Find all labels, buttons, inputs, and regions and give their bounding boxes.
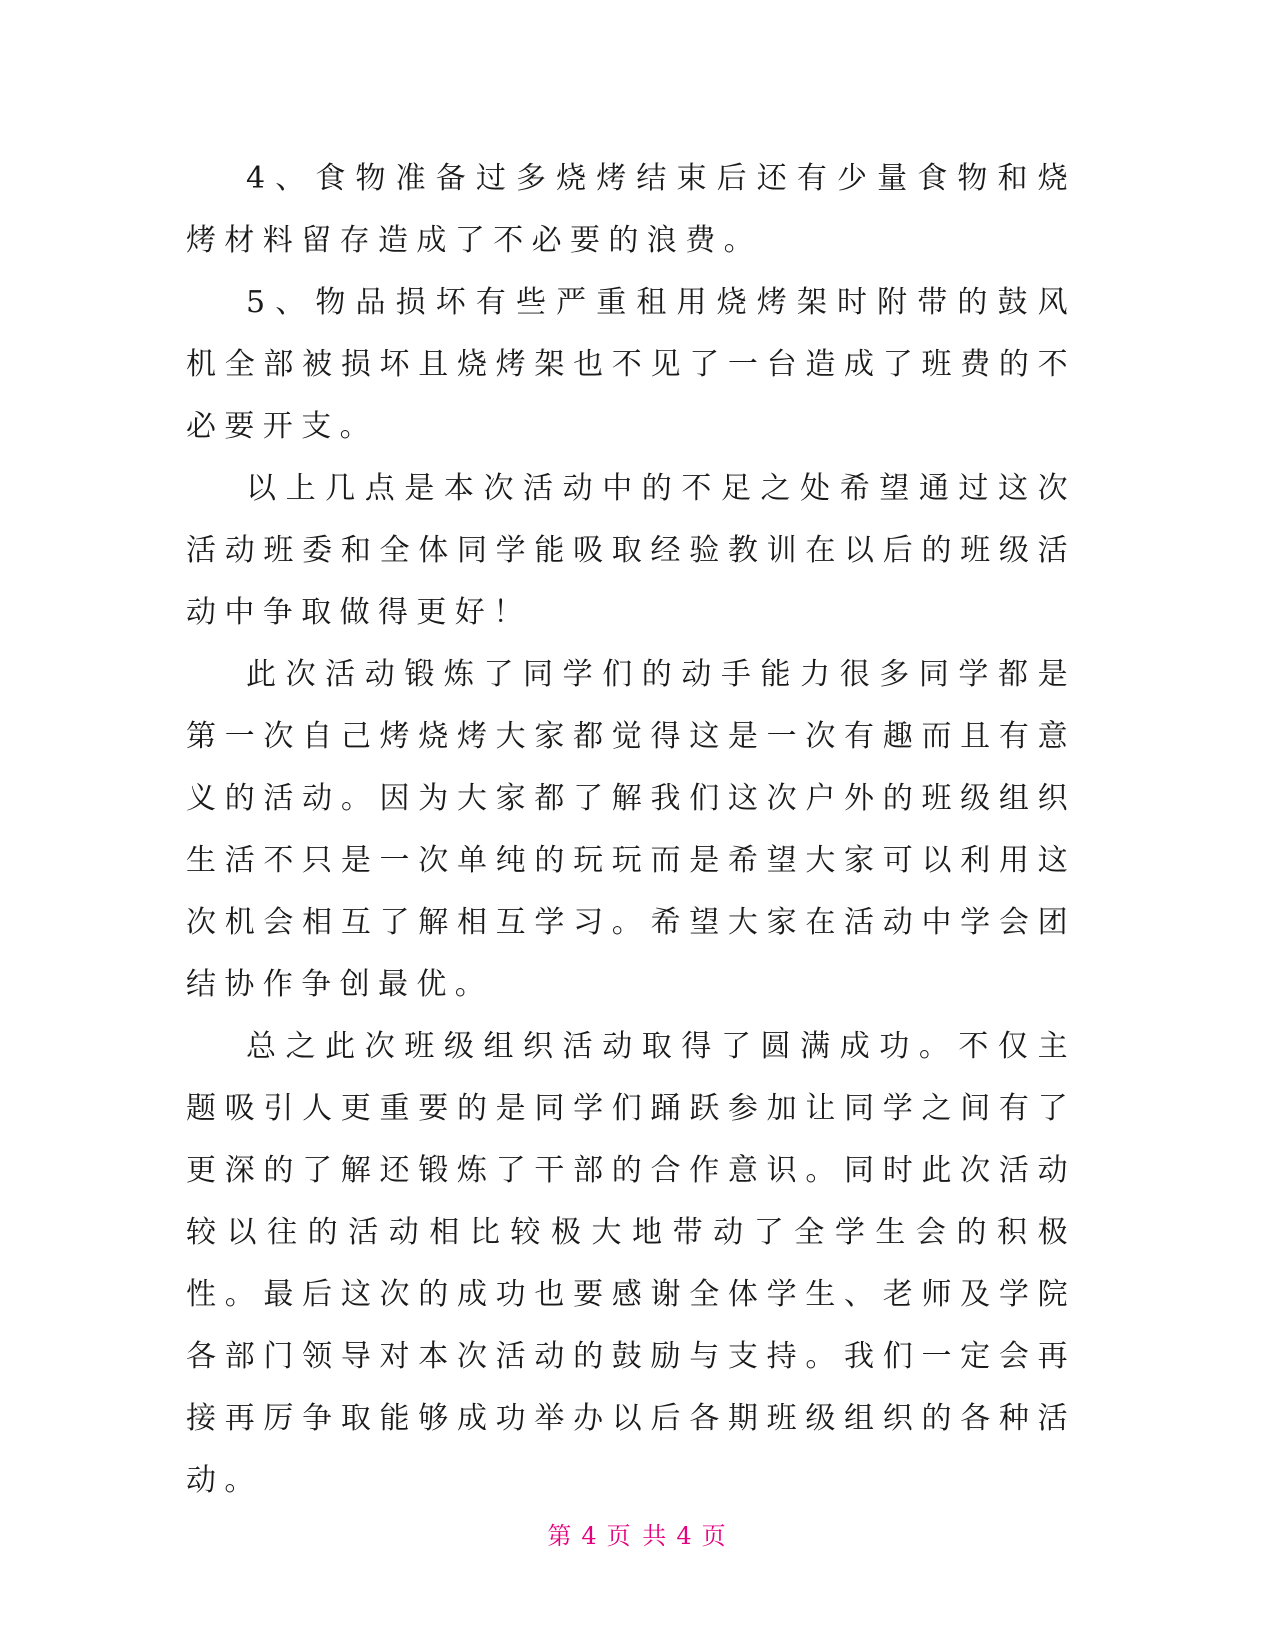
paragraph-activity-benefits: 此次活动锻炼了同学们的动手能力很多同学都是第一次自己烤烧烤大家都觉得这是一次有趣而且有意义的活动。因为大家都了解我们这次户外的班级组织生活不只是一次单纯的玩玩而是希望大家可以利用这次机会相互了解相互学习。希望大家在活动中学会团结协作争创最优。 (186, 657, 1076, 1002)
footer-total-pages: 4 (676, 1522, 694, 1550)
footer-prefix: 第 (547, 1522, 574, 1550)
page-footer (0, 1516, 1275, 1551)
footer-mid: 页 共 (606, 1522, 669, 1550)
document-body (186, 148, 1076, 1512)
paragraph-summary-shortcomings: 以上几点是本次活动中的不足之处希望通过这次活动班委和全体同学能吸取经验教训在以后的班级活动中争取做得更好！ (186, 471, 1076, 630)
paragraph-conclusion: 总之此次班级组织活动取得了圆满成功。不仅主题吸引人更重要的是同学们踊跃参加让同学之间有了更深的了解还锻炼了干部的合作意识。同时此次活动较以往的活动相比较极大地带动了全学生会的积极性。最后这次的成功也要感谢全体学生、老师及学院各部门领导对本次活动的鼓励与支持。我们一定会再接再厉争取能够成功举办以后各期班级组织的各种活动。 (186, 1029, 1076, 1498)
footer-current-page: 4 (581, 1522, 599, 1550)
footer-suffix: 页 (701, 1522, 728, 1550)
paragraph-item-5: 5、物品损坏有些严重租用烧烤架时附带的鼓风机全部被损坏且烧烤架也不见了一台造成了班费的不必要开支。 (186, 285, 1076, 444)
paragraph-item-4: 4、食物准备过多烧烤结束后还有少量食物和烧烤材料留存造成了不必要的浪费。 (186, 161, 1076, 258)
